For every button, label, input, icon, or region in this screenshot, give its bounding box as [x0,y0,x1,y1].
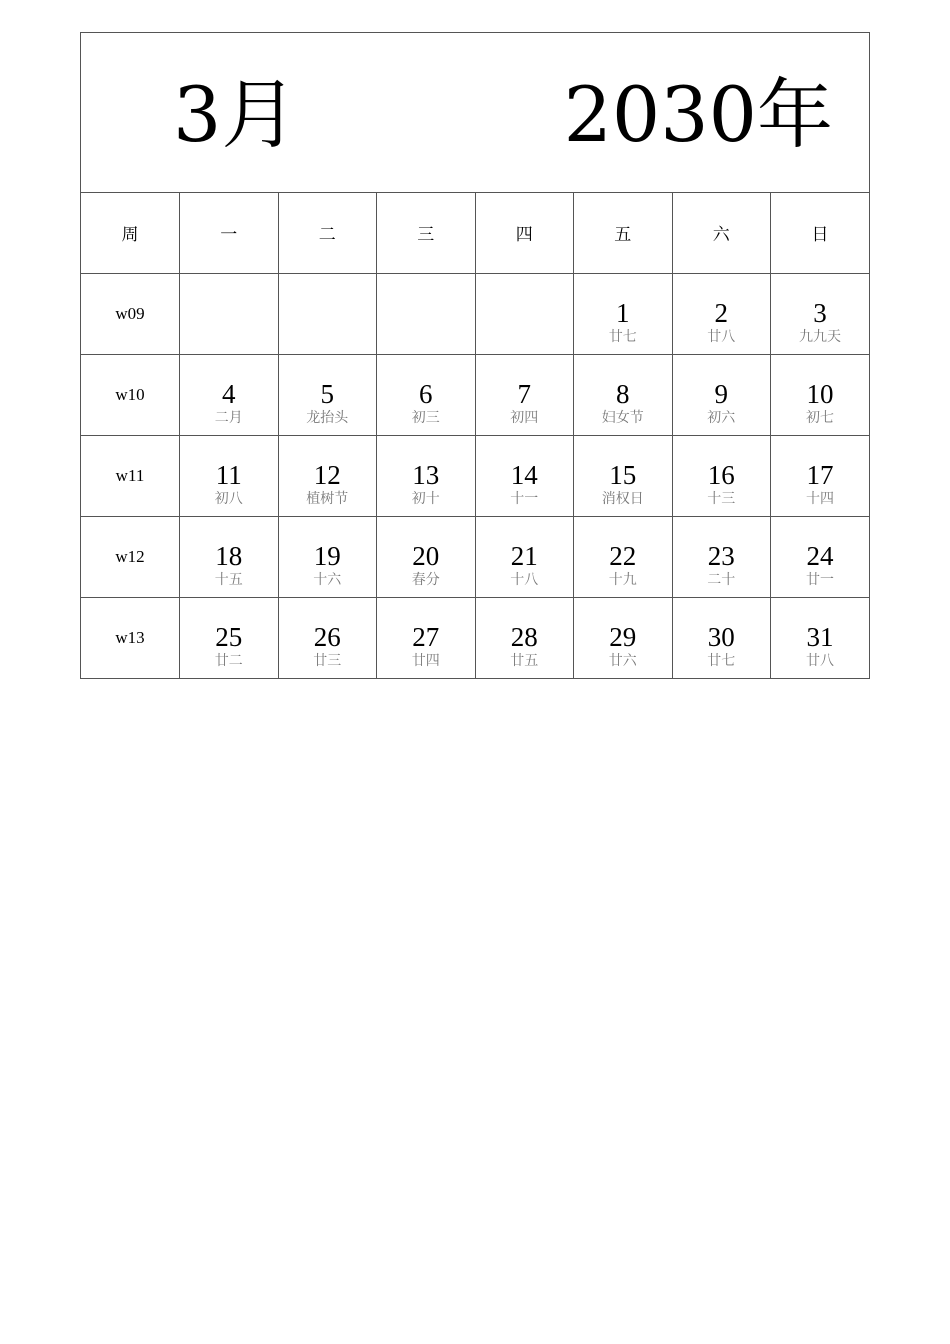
lunar-date: 初四 [510,409,539,426]
day-number: 25 [215,621,243,652]
day-cell [278,597,377,678]
day-cell [475,597,574,678]
day-cell [278,516,377,597]
lunar-date: 廿七 [707,652,736,669]
day-cell [377,435,476,516]
day-cell [475,273,574,354]
lunar-date: 消权日 [601,490,644,507]
day-number: 30 [707,621,735,652]
day-cell [180,273,279,354]
day-cell [278,273,377,354]
day-number: 5 [320,378,334,409]
weekday-header-wed: 三 [377,193,476,273]
lunar-date: 廿五 [510,652,539,669]
day-number: 23 [707,540,735,571]
weekday-header-tue: 二 [278,193,377,273]
lunar-date: 廿七 [608,328,637,345]
lunar-date: 初六 [707,409,736,426]
day-cell [377,597,476,678]
calendar-header [81,33,869,193]
lunar-date: 廿六 [608,652,637,669]
day-number: 6 [419,378,433,409]
day-cell [771,273,870,354]
week-number: w09 [81,273,180,354]
week-row [81,597,869,678]
day-number: 20 [412,540,440,571]
week-number: w11 [81,435,180,516]
day-cell [574,516,673,597]
calendar [80,32,870,679]
lunar-date: 十九 [608,571,637,588]
lunar-date: 廿三 [313,652,342,669]
day-number: 28 [510,621,538,652]
weekday-header-sun: 日 [771,193,870,273]
lunar-date: 初八 [214,490,243,507]
day-cell [377,354,476,435]
lunar-date: 廿一 [806,571,834,588]
day-number: 14 [510,459,538,490]
week-number: w12 [81,516,180,597]
day-number: 15 [609,459,637,490]
day-cell [672,516,771,597]
day-number: 8 [616,378,630,409]
weekday-header-sat: 六 [672,193,771,273]
day-cell [475,435,574,516]
day-cell [180,597,279,678]
day-number: 1 [616,297,630,328]
day-cell [475,354,574,435]
day-cell [377,273,476,354]
day-cell [771,435,870,516]
month-title: 3月 [173,70,298,159]
lunar-date: 二月 [214,409,243,426]
week-number: w13 [81,597,180,678]
lunar-date: 廿八 [707,328,736,345]
day-cell [771,354,870,435]
day-number: 26 [313,621,341,652]
day-cell [377,516,476,597]
calendar-grid [81,193,869,678]
day-number: 31 [806,621,834,652]
lunar-date: 初三 [411,409,440,426]
lunar-date: 十四 [806,490,834,507]
day-cell [574,354,673,435]
day-number: 2 [714,297,728,328]
day-number: 19 [313,540,341,571]
day-number: 22 [609,540,637,571]
day-number: 24 [806,540,834,571]
weekday-header-row [81,193,869,273]
week-row [81,516,869,597]
day-cell [574,435,673,516]
week-row [81,435,869,516]
day-number: 7 [517,378,531,409]
day-number: 9 [714,378,728,409]
lunar-date: 十三 [707,490,736,507]
day-cell [574,273,673,354]
lunar-date: 廿四 [411,652,440,669]
lunar-date: 妇女节 [601,409,644,426]
day-cell [278,435,377,516]
day-number: 16 [707,459,735,490]
weekday-header-thu: 四 [475,193,574,273]
weekday-header-mon: 一 [180,193,279,273]
week-number: w10 [81,354,180,435]
day-cell [771,597,870,678]
day-cell [180,354,279,435]
lunar-date: 十一 [510,490,539,507]
day-number: 4 [222,378,236,409]
weekday-header-week: 周 [81,193,180,273]
week-row [81,354,869,435]
lunar-date: 植树节 [306,490,349,507]
weekday-header-fri: 五 [574,193,673,273]
day-number: 21 [510,540,538,571]
day-number: 17 [806,459,834,490]
day-number: 18 [215,540,243,571]
day-number: 11 [215,459,242,490]
lunar-date: 廿二 [214,652,243,669]
year-title: 2030年 [563,70,833,159]
day-cell [180,435,279,516]
day-number: 27 [412,621,440,652]
day-number: 10 [806,378,834,409]
day-cell [672,273,771,354]
day-cell [672,435,771,516]
day-number: 29 [609,621,637,652]
day-cell [278,354,377,435]
day-number: 12 [313,459,341,490]
week-row [81,273,869,354]
lunar-date: 廿八 [806,652,834,669]
lunar-date: 十五 [214,571,243,588]
day-cell [475,516,574,597]
lunar-date: 九九天 [799,328,841,345]
day-cell [672,597,771,678]
day-cell [771,516,870,597]
day-number: 13 [412,459,440,490]
day-cell [180,516,279,597]
day-cell [574,597,673,678]
day-cell [672,354,771,435]
lunar-date: 春分 [411,571,440,588]
lunar-date: 二十 [707,571,736,588]
lunar-date: 十八 [510,571,539,588]
lunar-date: 初十 [411,490,440,507]
lunar-date: 龙抬头 [306,409,349,426]
lunar-date: 十六 [313,571,342,588]
lunar-date: 初七 [806,409,834,426]
day-number: 3 [813,297,827,328]
